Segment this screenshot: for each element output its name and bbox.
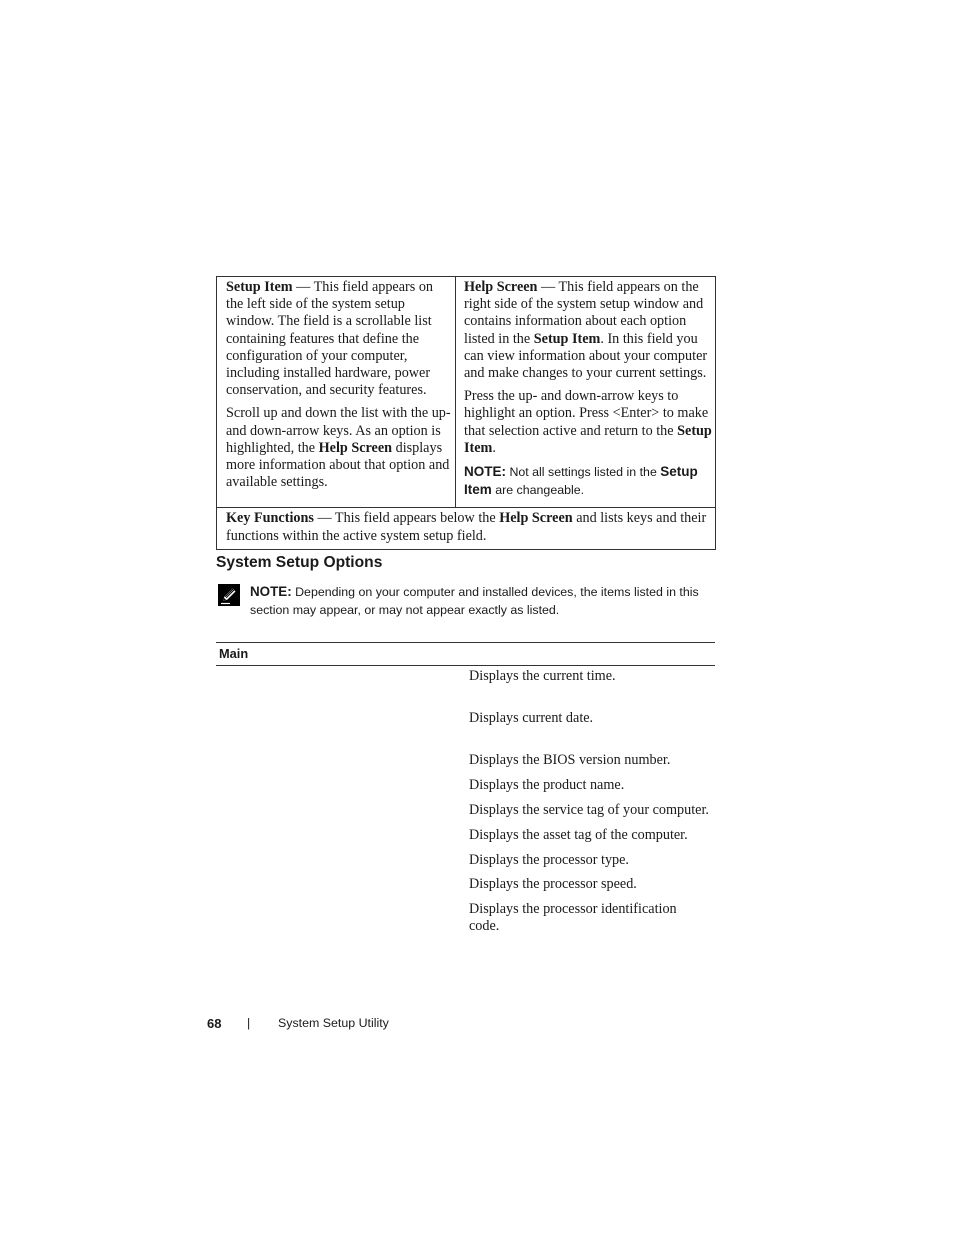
pencil-note-icon <box>218 584 240 606</box>
setup-item-scroll-paragraph <box>226 405 451 491</box>
note-block <box>250 583 720 620</box>
key-functions-cell <box>217 508 715 548</box>
help-screen-term-ref: Help Screen <box>499 510 573 527</box>
footer-separator: | <box>247 1016 251 1030</box>
setup-item-term-ref: Setup Item <box>464 464 698 498</box>
table-row: Displays the product name. <box>469 777 625 793</box>
setup-item-cell <box>217 277 456 507</box>
key-functions-desc: — This field appears below the <box>313 510 500 527</box>
help-screen-desc: — This field appears on the right side of the system setup window and contains information about each option listed in the <box>464 279 704 347</box>
help-screen-desc-end: . In this field you can view information about your computer and make changes to your current settings. <box>464 330 708 382</box>
table-row: Displays the BIOS version number. <box>469 752 671 768</box>
help-screen-keys-paragraph <box>464 388 712 457</box>
setup-item-scroll-text: Scroll up and down the list with the up- and down-arrow keys. As an option is highlighted, the <box>226 405 451 456</box>
setup-item-term-ref: Setup Item <box>533 330 601 347</box>
table-row: Displays the processor type. <box>469 852 629 868</box>
help-screen-term: Help Screen <box>464 279 538 295</box>
setup-item-term: Setup Item <box>226 279 293 295</box>
table-row: Displays the processor speed. <box>469 876 637 892</box>
help-screen-paragraph <box>464 279 712 382</box>
help-screen-term: Help Screen <box>318 439 393 456</box>
help-screen-keys-text: Press the up- and down-arrow keys to highlight an option. Press <Enter> to make that selection active and return to the <box>464 388 709 439</box>
section-title: System Setup Options <box>216 554 383 571</box>
key-functions-term: Key Functions <box>226 510 314 527</box>
key-functions-desc-end: and lists keys and their functions within the active system setup field. <box>226 510 707 544</box>
table-row: Displays the processor identification code. <box>469 901 677 935</box>
help-screen-keys-end: . <box>492 439 496 456</box>
setup-item-paragraph <box>226 279 451 399</box>
main-options-table <box>216 642 715 935</box>
help-screen-note <box>464 463 712 499</box>
setup-item-scroll-text-end: displays more information about that option and available settings. <box>226 439 450 491</box>
page-number: 68 <box>207 1016 222 1031</box>
table-row: Displays the current time. <box>469 668 616 684</box>
note-text-end: are changeable. <box>491 483 585 498</box>
footer-chapter-title: System Setup Utility <box>278 1016 389 1030</box>
note-text: Depending on your computer and installed devices, the items listed in this section may appear, or may not appear exactly as listed. <box>250 585 699 618</box>
note-label: NOTE: <box>464 464 506 480</box>
setup-table-row <box>217 277 715 508</box>
table-row: Displays the service tag of your computer. <box>469 802 709 818</box>
help-screen-cell <box>456 277 715 507</box>
note-text: Not all settings listed in the <box>506 465 661 480</box>
table-row: Displays current date. <box>469 710 594 726</box>
setup-item-term-ref: Setup Item <box>464 422 712 456</box>
table-row: Displays the asset tag of the computer. <box>469 827 688 843</box>
setup-item-desc: — This field appears on the left side of the system setup window. The field is a scrollable list containing features that define the configuration of your computer, including installed hardware, power conservation, and security features. <box>226 279 434 399</box>
main-table-header: Main <box>216 642 715 666</box>
setup-fields-table <box>216 276 716 550</box>
note-label: NOTE: <box>250 584 292 599</box>
